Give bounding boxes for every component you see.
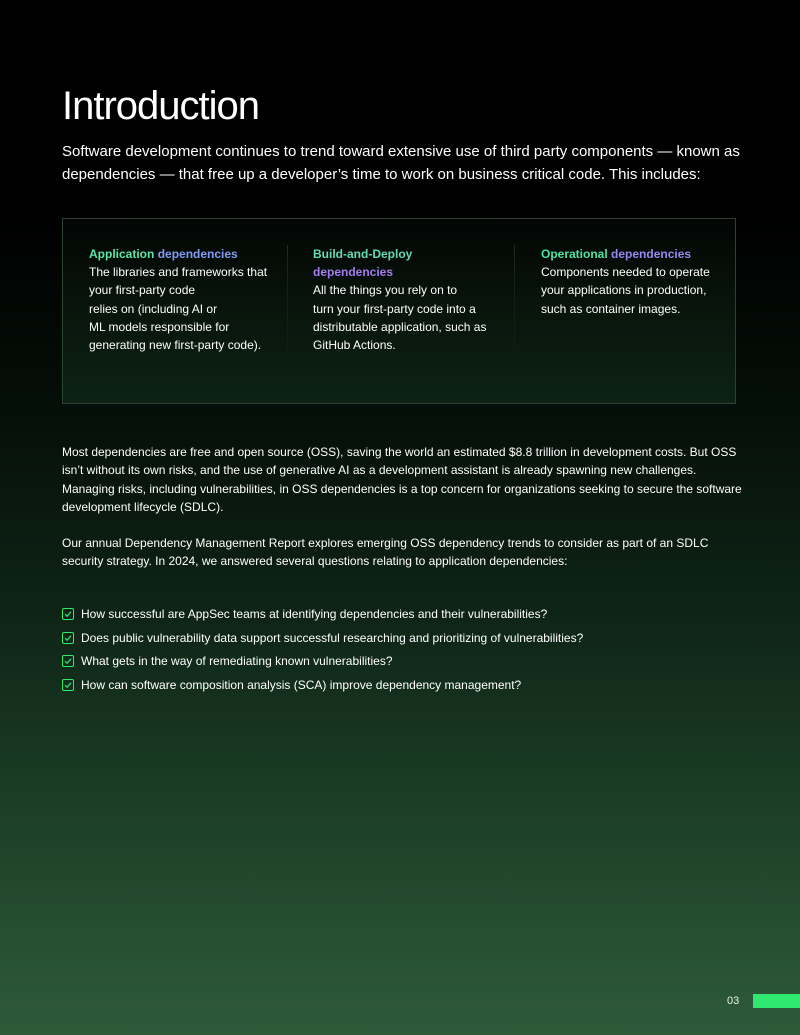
list-item <box>62 626 583 650</box>
checkbox-checked-icon <box>62 632 74 644</box>
column-divider <box>287 245 288 355</box>
page-accent-bar <box>753 994 800 1008</box>
description-line: All the things you rely on to <box>313 283 458 298</box>
operational-dependencies-column <box>541 245 721 318</box>
list-item <box>62 602 583 626</box>
application-dependencies-column <box>89 245 269 354</box>
description-line: GitHub Actions. <box>313 338 396 353</box>
dependency-title-part: Build-and-Deploy <box>313 247 413 261</box>
dependency-title-part: Application <box>89 247 155 261</box>
dependency-title <box>89 245 269 263</box>
dependency-description <box>541 263 721 318</box>
body-paragraph: Our annual Dependency Management Report explores emerging OSS dependency trends to consider as part of an SDLC security strategy. In 2024, we answered several questions relating to application dependencies: <box>62 536 709 569</box>
dependency-title-part: Operational <box>541 247 608 261</box>
body-paragraph: Most dependencies are free and open source (OSS), saving the world an estimated $8.8 trillion in development costs. But OSS isn’t without its own risks, and the use of generative AI as a development assistant is already spawning new challenges. Managing risks, including vulnerabilities, in OSS dependencies is a top concern for organizations seeking to secure the software development lifecycle (SDLC). <box>62 445 742 514</box>
checkbox-checked-icon <box>62 679 74 691</box>
page-number: 03 <box>727 995 740 1007</box>
list-item <box>62 649 583 673</box>
description-line: turn your first-party code into a <box>313 301 476 316</box>
questions-list <box>62 602 583 697</box>
page-title: Introduction <box>62 84 260 128</box>
intro-paragraph: Software development continues to trend toward extensive use of third party components — known as dependencies — that free up a developer’s time to work on business critical code. This includes: <box>62 143 740 183</box>
question-text: Does public vulnerability data support successful researching and prioritizing of vulnerabilities? <box>81 630 584 645</box>
dependency-description <box>89 263 269 354</box>
checkbox-checked-icon <box>62 608 74 620</box>
question-text: What gets in the way of remediating known vulnerabilities? <box>81 654 393 669</box>
question-text: How successful are AppSec teams at identifying dependencies and their vulnerabilities? <box>81 606 548 621</box>
dependency-types-panel <box>62 218 736 404</box>
dependency-description <box>313 281 493 354</box>
description-line: your applications in production, <box>541 283 707 298</box>
checkbox-checked-icon <box>62 655 74 667</box>
list-item <box>62 673 583 697</box>
dependency-title <box>541 245 721 263</box>
dependency-title-part: dependencies <box>313 265 394 280</box>
dependency-title-part: dependencies <box>157 247 238 261</box>
description-line: Components needed to operate <box>541 265 710 280</box>
dependency-title <box>313 245 493 281</box>
description-line: your first-party code <box>89 283 196 298</box>
column-divider <box>514 245 515 355</box>
description-line: relies on (including AI or <box>89 301 218 316</box>
description-line: distributable application, such as <box>313 319 487 334</box>
build-deploy-dependencies-column <box>313 245 493 354</box>
description-line: generating new first-party code). <box>89 338 262 353</box>
description-line: ML models responsible for <box>89 319 230 334</box>
description-line: The libraries and frameworks that <box>89 265 268 280</box>
description-line: such as container images. <box>541 301 681 316</box>
dependency-title-part: dependencies <box>611 247 692 261</box>
question-text: How can software composition analysis (SCA) improve dependency management? <box>81 677 522 692</box>
